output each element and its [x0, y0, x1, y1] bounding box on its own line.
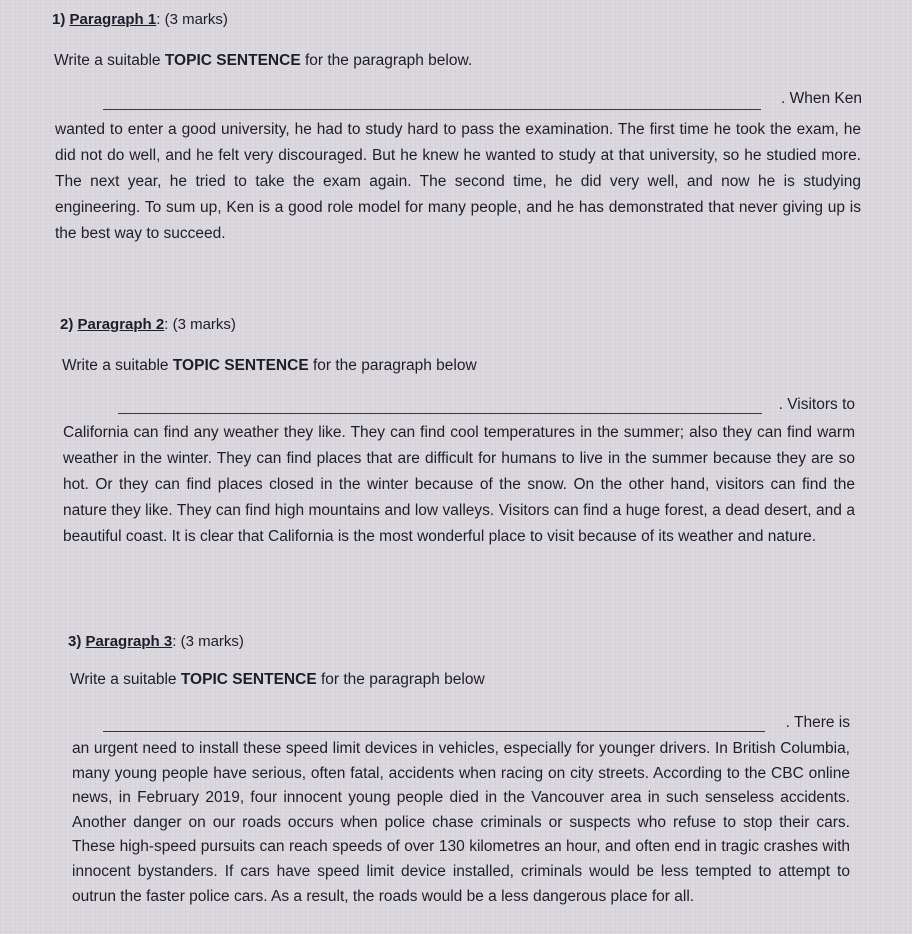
question-1-number: 1)	[52, 11, 66, 28]
question-3-number: 3)	[68, 633, 82, 650]
question-2-marks: : (3 marks)	[164, 316, 236, 333]
question-2-answer-blank[interactable]	[118, 413, 762, 414]
question-1-heading: Paragraph 1	[69, 11, 157, 28]
question-2-title	[60, 316, 236, 333]
question-1-paragraph: wanted to enter a good university, he had to study hard to pass the examination. The first time he took the exam, he did not do well, and he felt very discouraged. But he knew he wanted to study at that university, so he studied more. The next year, he tried to take the exam again. The second time, he did very well, and now he is studying engineering. To sum up, Ken is a good role model for many people, and he has demonstrated that never giving up is the best way to succeed.	[55, 121, 861, 242]
question-1-lead-text: . When Ken	[781, 90, 862, 107]
question-2-number: 2)	[60, 316, 74, 333]
question-1-answer-blank[interactable]	[103, 109, 761, 110]
question-3-heading: Paragraph 3	[85, 633, 173, 650]
question-1-title	[52, 11, 228, 28]
question-3-lead-text: . There is	[785, 714, 850, 731]
question-3-answer-blank[interactable]	[103, 731, 765, 732]
question-2-heading: Paragraph 2	[77, 316, 165, 333]
question-2-lead-text: . Visitors to	[778, 396, 855, 413]
question-3-paragraph: an urgent need to install these speed limit devices in vehicles, especially for younger drivers. In British Columbia, many young people have serious, often fatal, accidents when racing on city streets. According to the CBC online news, in February 2019, four innocent young people died in the Vancouver area in such senseless accidents. Another danger on our roads occurs when police chase criminals or suspects who refuse to stop their cars. These high-speed pursuits can reach speeds of over 130 kilometres an hour, and often end in tragic crashes with innocent bystanders. If cars have speed limit device installed, criminals would be less tempted to attempt to outrun the faster police cars. As a result, the roads would be a less dangerous place for all.	[72, 740, 850, 905]
question-3-title	[68, 633, 244, 650]
question-3-instruction: Write a suitable TOPIC SENTENCE for the paragraph below	[70, 671, 485, 688]
question-3-marks: : (3 marks)	[172, 633, 244, 650]
question-2-instruction: Write a suitable TOPIC SENTENCE for the paragraph below	[62, 357, 477, 374]
question-1-instruction: Write a suitable TOPIC SENTENCE for the paragraph below.	[54, 52, 473, 69]
question-2-paragraph: California can find any weather they like. They can find cool temperatures in the summer; also they can find warm weather in the winter. They can find places that are difficult for humans to live in the summer because they are so hot. Or they can find places closed in the winter because of the snow. On the other hand, visitors can find the nature they like. They can find high mountains and low valleys. Visitors can find a huge forest, a dead desert, and a beautiful coast. It is clear that California is the most wonderful place to visit because of its weather and nature.	[63, 424, 855, 545]
question-1-marks: : (3 marks)	[156, 11, 228, 28]
